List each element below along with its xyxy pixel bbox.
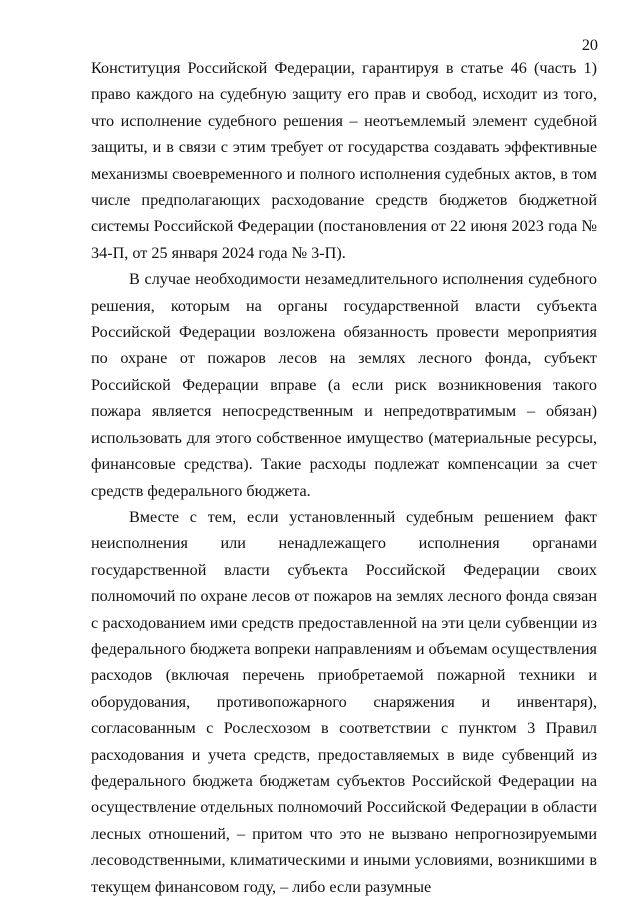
paragraph-urgent-execution: В случае необходимости незамедлительного исполнения судебного решения, которым на органы государственной власти субъекта Российской Федерации возложена обязанность провести мероприятия по охране от пожаров лесов на землях лесного фонда, субъект Российской Федерации вправе (а если риск возникновения такого пожара является непосредственным и непредотвратимым – обязан) использовать для этого собственное имущество (материальные ресурсы, финансовые средства). Такие расходы подлежат компенсации за счет средств федерального бюджета. [91, 270, 597, 500]
page-number: 20 [581, 36, 598, 54]
paragraph-constitution: Конституция Российской Федерации, гарантируя в статье 46 (часть 1) право каждого на судебную защиту его прав и свобод, исходит из того, что исполнение судебного решения – неотъемлемый элемент судебной защиты, и в связи с этим требует от государства создавать эффективные механизмы своевременного и полного исполнения судебных актов, в том числе предполагающих расходование средств бюджетов бюджетной системы Российской Федерации (постановления от 22 июня 2023 года № 34-П, от 25 января 2024 года № 3-П). [91, 59, 597, 262]
paragraph-subvention-spending: Вместе с тем, если установленный судебным решением факт неисполнения или ненадлежащего исполнения органами государственной власти субъекта Российской Федерации своих полномочий по охране лесов от пожаров на землях лесного фонда связан с расходованием ими средств предоставленной на эти цели субвенции из федерального бюджета вопреки направлениям и объемам осуществления расходов (включая перечень приобретаемой пожарной техники и оборудования, противопожарного снаряжения и инвентаря), согласованным с Рослесхозом в соответствии с пунктом 3 Правил расходования и учета средств, предоставляемых в виде субвенций из федерального бюджета бюджетам субъектов Российской Федерации на осуществление отдельных полномочий Российской Федерации в области лесных отношений, – притом что это не вызвано непрогнозируемыми лесоводственными, климатическими и иными условиями, возникшими в текущем финансовом году, – либо если разумные [91, 507, 597, 896]
document-body [91, 55, 597, 900]
